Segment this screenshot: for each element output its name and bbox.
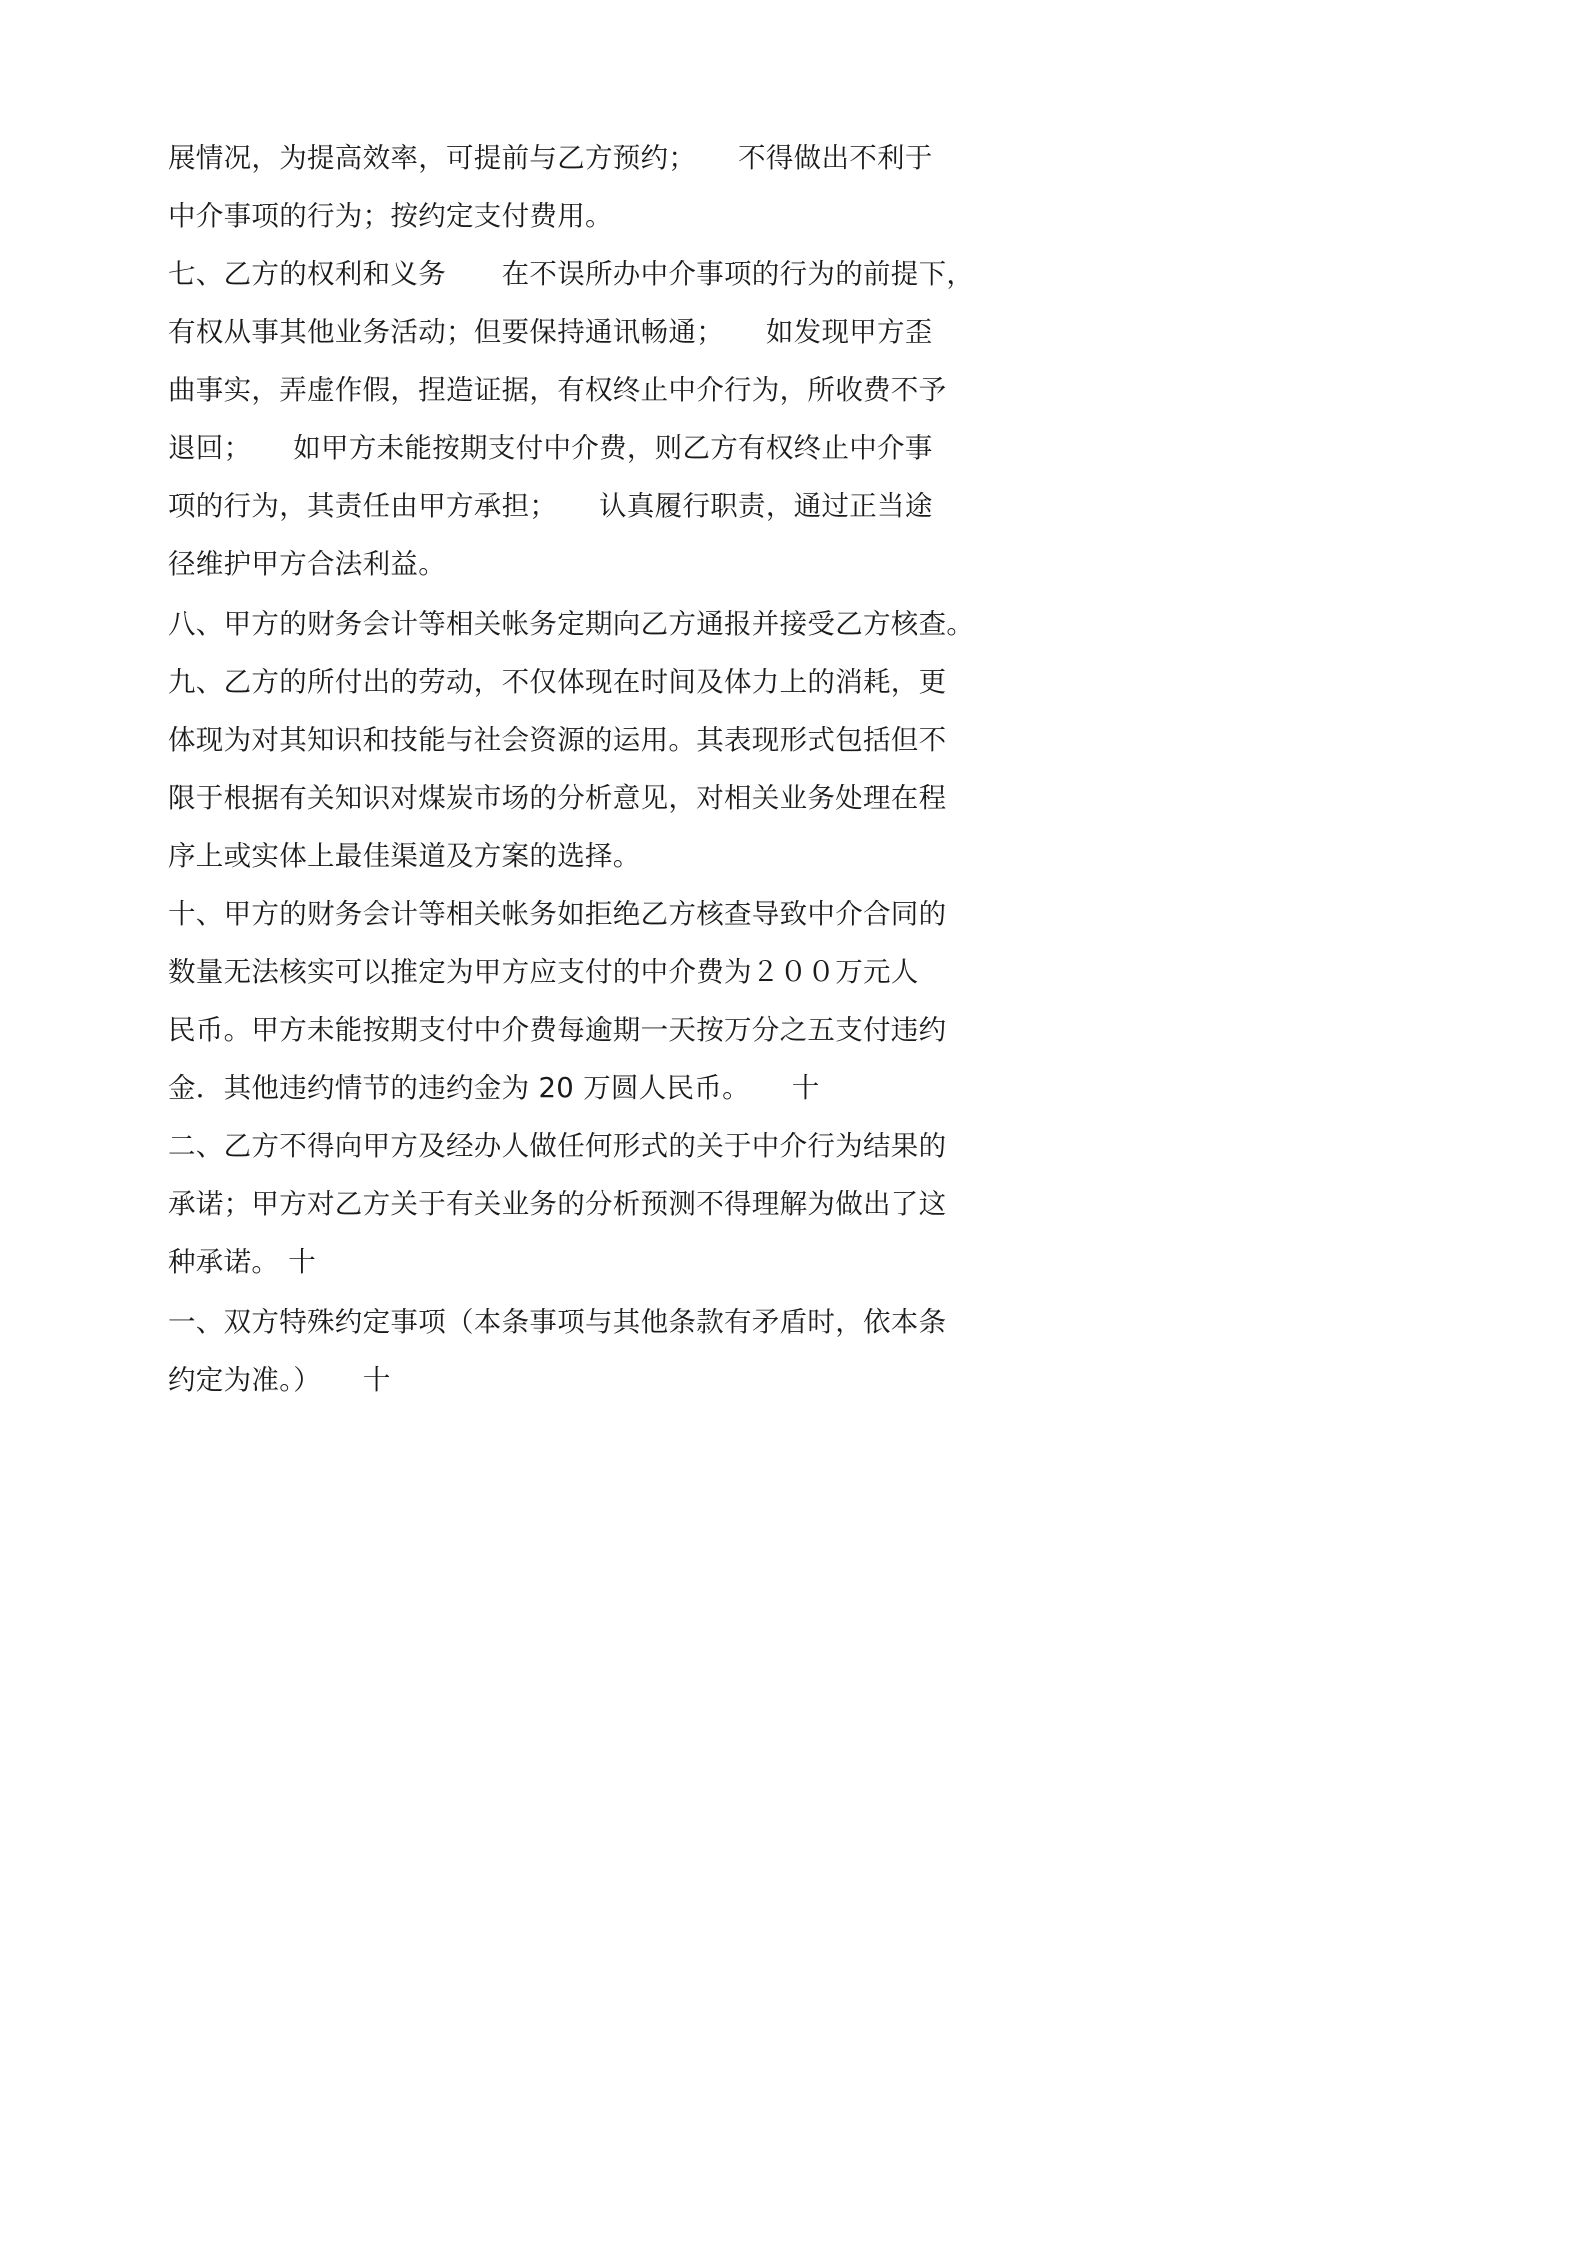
text-line: 种承诺。 十 [168, 1246, 317, 1278]
text-line: 一、双方特殊约定事项（本条事项与其他条款有矛盾时，依本条 [168, 1306, 947, 1338]
text-line: 八、甲方的财务会计等相关帐务定期向乙方通报并接受乙方核查。 [168, 608, 975, 640]
text-line: 曲事实，弄虚作假，捏造证据，有权终止中介行为，所收费不予 [168, 374, 947, 406]
text-line: 二、乙方不得向甲方及经办人做任何形式的关于中介行为结果的 [168, 1130, 947, 1162]
text-line: 退回； 如甲方未能按期支付中介费，则乙方有权终止中介事 [168, 432, 933, 464]
document-page [0, 0, 1101, 1558]
text-line: 十、甲方的财务会计等相关帐务如拒绝乙方核查导致中介合同的 [168, 898, 947, 930]
text-line: 序上或实体上最佳渠道及方案的选择。 [168, 840, 641, 872]
text-line: 限于根据有关知识对煤炭市场的分析意见，对相关业务处理在程 [168, 782, 947, 814]
text-line: 中介事项的行为；按约定支付费用。 [168, 200, 613, 232]
text-line: 项的行为，其责任由甲方承担； 认真履行职责，通过正当途 [168, 490, 933, 522]
text-line: 展情况，为提高效率，可提前与乙方预约； 不得做出不利于 [168, 142, 933, 174]
text-line: 七、乙方的权利和义务 在不误所办中介事项的行为的前提下， [168, 258, 975, 290]
text-line: 民币。甲方未能按期支付中介费每逾期一天按万分之五支付违约 [168, 1014, 947, 1046]
text-line: 径维护甲方合法利益。 [168, 548, 446, 580]
text-line: 数量无法核实可以推定为甲方应支付的中介费为２００万元人 [168, 956, 919, 988]
text-line: 体现为对其知识和技能与社会资源的运用。其表现形式包括但不 [168, 724, 947, 756]
text-line: 约定为准。） 十 [168, 1364, 391, 1396]
text-line: 九、乙方的所付出的劳动，不仅体现在时间及体力上的消耗，更 [168, 666, 947, 698]
text-line: 金．其他违约情节的违约金为 20 万圆人民币。 十 [168, 1072, 820, 1104]
text-line: 承诺；甲方对乙方关于有关业务的分析预测不得理解为做出了这 [168, 1188, 947, 1220]
text-line: 有权从事其他业务活动；但要保持通讯畅通； 如发现甲方歪 [168, 316, 933, 348]
